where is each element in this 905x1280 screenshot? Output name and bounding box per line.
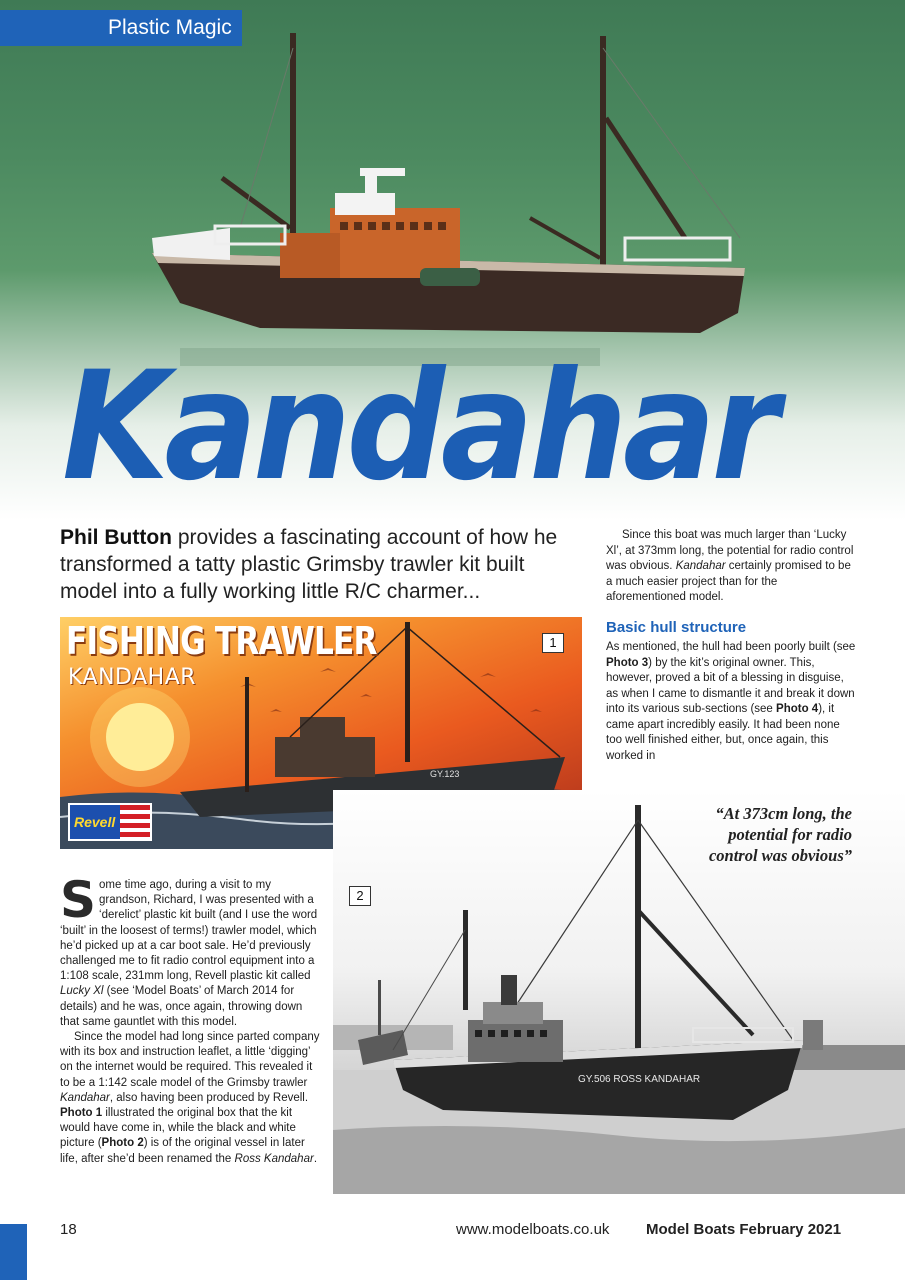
text-run: (see ‘Model Boats’ of March 2014 for details) and he was, once again, throwing down that same gauntlet with this model.	[60, 985, 303, 1028]
standfirst	[60, 524, 580, 605]
revell-logo	[68, 803, 152, 841]
text-run: .	[313, 1152, 318, 1165]
left-column	[60, 871, 322, 1167]
magazine-issue: Model Boats February 2021	[646, 1221, 842, 1238]
text-run: ome time ago, during a visit to my grandson, Richard, I was presented with a ‘derelict’ plastic kit built (and I use the word ‘built’ in the loosest of terms!) trawler model, which he’d picked up at a car boot sale. He’d previously challenged me to fit radio control equipment into a 1:108 scale, 231mm long, Revell plastic kit called	[60, 879, 318, 983]
photo-number-label: 1	[542, 633, 564, 653]
right-column	[606, 528, 856, 764]
website-link[interactable]: www.modelboats.co.uk	[456, 1221, 610, 1238]
photo-reference: Photo 1	[60, 1107, 103, 1120]
drop-cap: S	[60, 871, 97, 929]
text-run: ) by the kit’s original owner. This, however, proved a bit of a blessing in disguise, as when I came to dismantle it and break it down into its various sub-sections (see	[606, 656, 855, 715]
text-run: Since this boat was much larger than ‘Lucky Xl’, at 373mm long, the potential for radio control was obvious.	[606, 529, 854, 572]
hull-registration: GY.506 ROSS KANDAHAR	[578, 1074, 701, 1085]
photo-reference: Photo 3	[606, 656, 649, 669]
text-run: , also having been produced by Revell.	[109, 1091, 309, 1104]
photo-reference: Photo 2	[101, 1137, 144, 1150]
text-run: As mentioned, the hull had been poorly built (see	[606, 641, 856, 653]
hero-photo	[0, 0, 905, 520]
text-run: Since the model had long since parted company with its box and instruction leaflet, a little ‘digging’ on the internet would be required. This revealed it to be a 1:142 scale model of the Grimsby trawler	[60, 1031, 320, 1089]
standfirst-text: provides a fascinating account of how he transformed a tatty plastic Grimsby trawler kit built model into a fully working little R/C charmer...	[60, 526, 558, 603]
opening-paragraph	[60, 871, 322, 1030]
body-paragraph	[606, 640, 856, 764]
text-run: certainly promised to be a much easier project than for the aforementioned model.	[606, 560, 851, 603]
pull-quote: “At 373cm long, the potential for radio control was obvious”	[708, 804, 852, 865]
vessel-name: Kandahar	[60, 1091, 110, 1104]
footer-accent-bar	[0, 1224, 27, 1280]
body-paragraph	[60, 1030, 322, 1167]
page-number: 18	[60, 1221, 77, 1238]
brand-name: Revell	[74, 814, 116, 830]
trawler-model-illustration	[140, 28, 760, 368]
text-run: ) is of the original vessel in later life, after she’d been renamed the	[60, 1137, 305, 1165]
photo-reference: Photo 4	[776, 703, 819, 715]
text-run: ), it came apart incredibly easily. It had been none too well finished either, but, once again, this worked in	[606, 703, 840, 762]
revell-stripes-icon	[120, 805, 150, 839]
hull-registration: GY.123	[430, 769, 460, 779]
photo-number-label: 2	[349, 886, 371, 906]
box-title: FISHING TRAWLER	[66, 619, 377, 663]
vessel-name: Kandahar	[675, 560, 726, 572]
text-run: illustrated the original box that the kit would have come in, while the black and white picture (	[60, 1107, 296, 1150]
kit-name: Lucky Xl	[60, 985, 104, 998]
intro-paragraph	[606, 528, 856, 606]
vessel-name: Ross Kandahar	[234, 1152, 314, 1165]
subheading: Basic hull structure	[606, 618, 747, 636]
section-tag: Plastic Magic	[0, 10, 242, 46]
box-subtitle: KANDAHAR	[68, 665, 197, 690]
author-name: Phil Button	[60, 526, 172, 549]
headline: Kandahar	[62, 340, 775, 514]
